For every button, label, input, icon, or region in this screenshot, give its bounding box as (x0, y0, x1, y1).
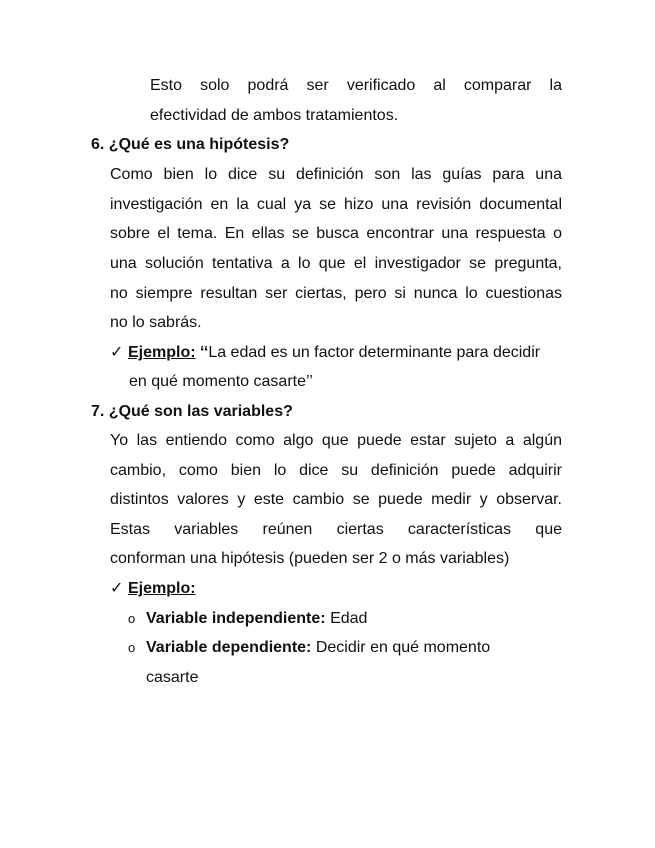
section-7-line-5: conforman una hipótesis (pueden ser 2 o más variables) (110, 550, 510, 567)
section-6-line-2: investigación en la cual ya se hizo una revisión documental (110, 196, 562, 213)
section-7-line-4: Estas variables reúnen ciertas características que (110, 521, 562, 538)
example-label: Ejemplo: (128, 580, 196, 597)
variable-dependent-value-2: casarte (146, 669, 199, 686)
section-6-line-6: no lo sabrás. (110, 314, 202, 331)
section-6-line-1: Como bien lo dice su definición son las guías para una (110, 166, 562, 183)
intro-line-1: Esto solo podrá ser verificado al comparar la (150, 77, 562, 94)
variable-independent-item (128, 609, 367, 629)
section-6-line-3: sobre el tema. En ellas se busca encontrar una respuesta o (110, 225, 562, 242)
section-7-line-2: cambio, como bien lo dice su definición puede adquirir (110, 462, 562, 479)
section-7-heading: 7. ¿Qué son las variables? (91, 403, 293, 420)
variable-dependent-value-1: Decidir en qué momento (315, 639, 491, 656)
section-6-line-4: una solución tentativa a lo que el investigador se pregunta, (110, 255, 562, 272)
variable-independent-value: Edad (330, 610, 368, 627)
variable-dependent-item (128, 638, 490, 658)
section-7-line-3: distintos valores y este cambio se puede medir y observar. (110, 491, 562, 508)
example-text-1: La edad es un factor determinante para decidir (208, 344, 541, 361)
bullet-circle-icon: o (128, 611, 136, 626)
bullet-circle-icon: o (128, 640, 136, 655)
section-7-example (110, 579, 196, 599)
checkmark-icon: ✓ (110, 580, 124, 597)
variable-independent-label: Variable independiente: (146, 610, 326, 627)
section-6-heading: 6. ¿Qué es una hipótesis? (91, 136, 290, 153)
section-6-example-line-2: en qué momento casarte’’ (129, 373, 313, 390)
section-7-line-1: Yo las entiendo como algo que puede estar sujeto a algún (110, 432, 562, 449)
checkmark-icon: ✓ (110, 344, 124, 361)
open-quote: ‘‘ (200, 344, 209, 361)
variable-dependent-label: Variable dependiente: (146, 639, 312, 656)
intro-line-2: efectividad de ambos tratamientos. (150, 107, 399, 124)
example-label: Ejemplo: (128, 344, 196, 361)
section-6-line-5: no siempre resultan ser ciertas, pero si nunca lo cuestionas (110, 285, 562, 302)
section-6-example (110, 343, 562, 363)
